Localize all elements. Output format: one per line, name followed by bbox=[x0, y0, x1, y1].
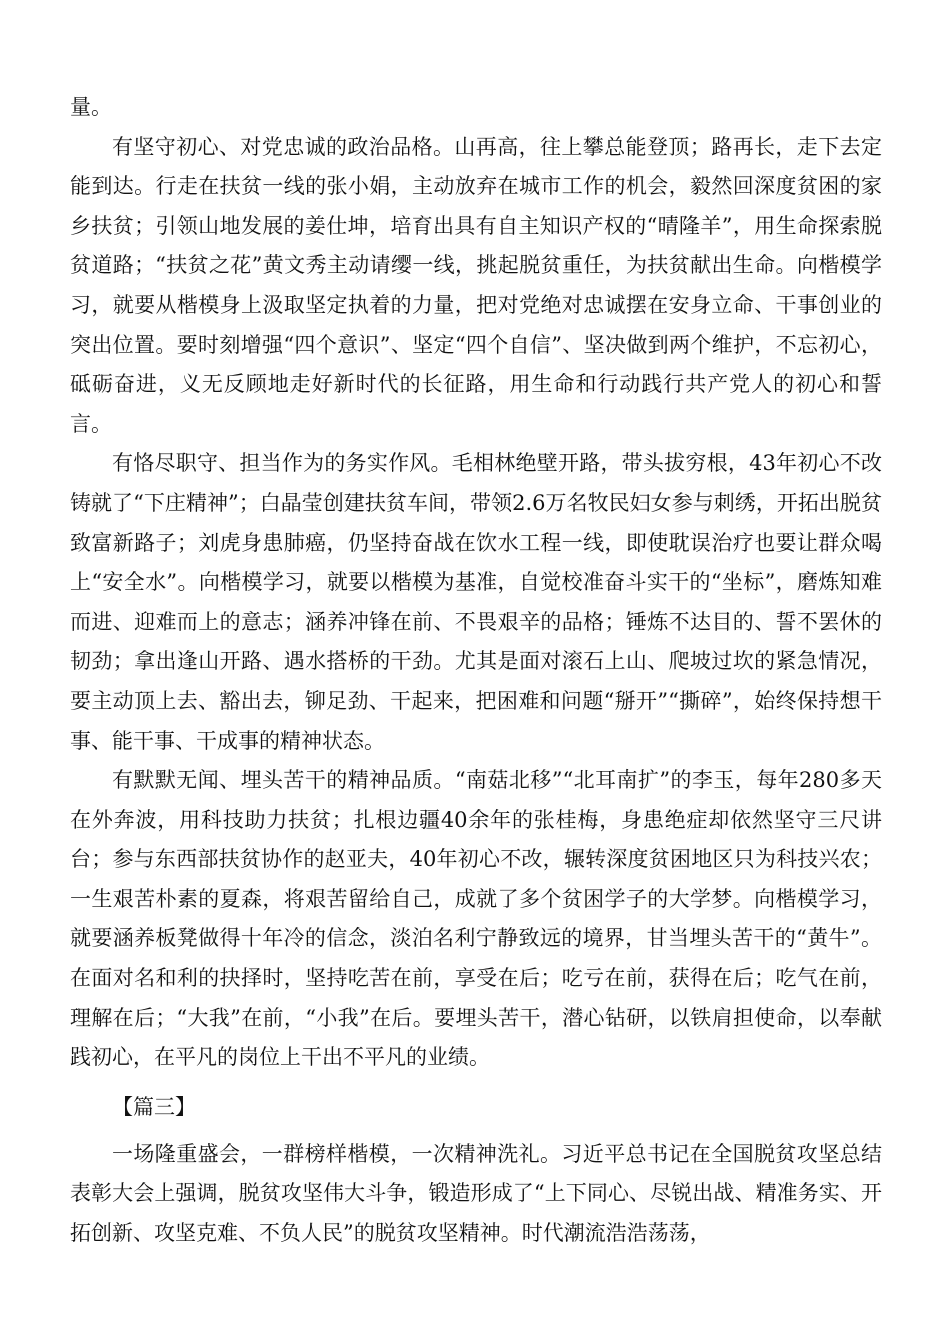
document-page bbox=[70, 88, 882, 1254]
paragraph-continuation: 量。 bbox=[70, 95, 112, 119]
paragraph-duty: 有恪尽职守、担当作为的务实作风。毛相林绝壁开路，带头拔穷根，43年初心不改铸就了“下庄精神”；白晶莹创建扶贫车间，带领2.6万名牧民妇女参与刺绣，开拓出脱贫致富新路子；刘虎身患肺癌，仍坚持奋战在饮水工程一线，即使耽误治疗也要让群众喝上“安全水”。向楷模学习，就要以楷模为基准，自觉校准奋斗实干的“坐标”，磨炼知难而进、迎难而上的意志；涵养冲锋在前、不畏艰辛的品格；锤炼不达目的、誓不罢休的韧劲；拿出逢山开路、遇水搭桥的干劲。尤其是面对滚石上山、爬坡过坎的紧急情况，要主动顶上去、豁出去，铆足劲、干起来，把困难和问题“掰开”“撕碎”，始终保持想干事、能干事、干成事的精神状态。 bbox=[70, 451, 882, 753]
paragraph-loyalty: 有坚守初心、对党忠诚的政治品格。山再高，往上攀总能登顶；路再长，走下去定能到达。行走在扶贫一线的张小娟，主动放弃在城市工作的机会，毅然回深度贫困的家乡扶贫；引领山地发展的姜仕坤，培育出具有自主知识产权的“晴隆羊”，用生命探索脱贫道路；“扶贫之花”黄文秀主动请缨一线，挑起脱贫重任，为扶贫献出生命。向楷模学习，就要从楷模身上汲取坚定执着的力量，把对党绝对忠诚摆在安身立命、干事创业的突出位置。要时刻增强“四个意识”、坚定“四个自信”、坚决做到两个维护，不忘初心，砥砺奋进，义无反顾地走好新时代的长征路，用生命和行动践行共产党人的初心和誓言。 bbox=[70, 134, 882, 436]
paragraph-dedication: 有默默无闻、埋头苦干的精神品质。“南菇北移”“北耳南扩”的李玉，每年280多天在外奔波，用科技助力扶贫；扎根边疆40余年的张桂梅，身患绝症却依然坚守三尺讲台；参与东西部扶贫协作的赵亚夫，40年初心不改，辗转深度贫困地区只为科技兴农；一生艰苦朴素的夏森，将艰苦留给自己，成就了多个贫困学子的大学梦。向楷模学习，就要涵养板凳做得十年冷的信念，淡泊名利宁静致远的境界，甘当埋头苦干的“黄牛”。在面对名和利的抉择时，坚持吃苦在前，享受在后；吃亏在前，获得在后；吃气在前，理解在后；“大我”在前，“小我”在后。要埋头苦干，潜心钻研，以铁肩担使命，以奉献践初心，在平凡的岗位上干出不平凡的业绩。 bbox=[70, 768, 882, 1070]
paragraph-section-three: 一场隆重盛会，一群榜样楷模，一次精神洗礼。习近平总书记在全国脱贫攻坚总结表彰大会上强调，脱贫攻坚伟大斗争，锻造形成了“上下同心、尽锐出战、精准务实、开拓创新、攻坚克难、不负人民”的脱贫攻坚精神。时代潮流浩浩荡荡， bbox=[70, 1141, 882, 1246]
section-heading: 【篇三】 bbox=[112, 1094, 196, 1119]
